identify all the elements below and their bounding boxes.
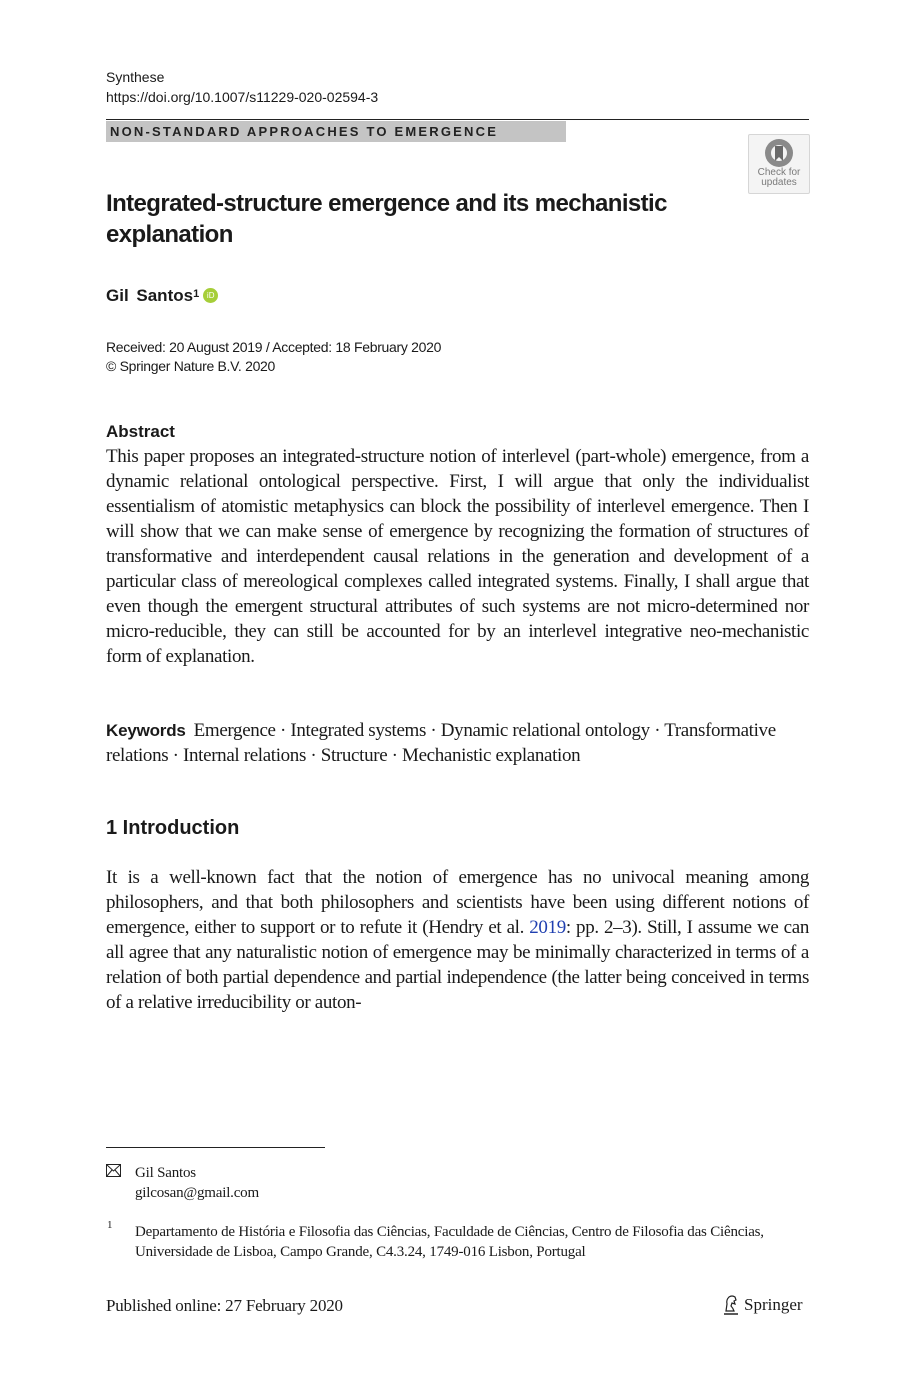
abstract-heading: Abstract [106, 422, 175, 441]
citation-link[interactable]: 2019 [529, 917, 566, 938]
article-title: Integrated-structure emergence and its mechanistic explanation [106, 190, 667, 248]
keywords [106, 718, 809, 768]
abstract-text: This paper proposes an integrated-structure notion of interlevel (part-whole) emergence, from a dynamic relational ontological perspective. First, I will argue that only the individualist essentialism of atomistic metaphysics can block the possibility of interlevel emergence. Then I will show that we can make sense of emergence by recognizing the formation of structures of transformative and interdependent causal relations in the generation and development of a particular class of mereological complexes called integrated systems. Finally, I shall argue that even though the emergent structural attributes of such systems are not micro-determined nor micro-reducible, they can still be accounted for by an interlevel integrative neo-mechanistic form of explanation. [106, 446, 809, 667]
springer-logo [722, 1294, 803, 1316]
doi-link[interactable]: https://doi.org/10.1007/s11229-020-02594-3 [106, 89, 379, 105]
journal-name: Synthese [106, 69, 165, 85]
correspondence-name: Gil Santos [135, 1165, 196, 1181]
intro-text-part2: : pp. 2–3). Still, I assume we can all agree that any naturalistic notion of emergence may be minimally characterized in terms of a relation of both partial dependence and partial independence (the latter being conceived in terms of a relative irreducibility or auton- [106, 917, 809, 1013]
copyright: © Springer Nature B.V. 2020 [106, 358, 276, 374]
header-rule [106, 119, 809, 120]
springer-label: Springer [744, 1295, 803, 1314]
author-line [106, 285, 218, 307]
affiliation-mark[interactable]: 1 [193, 288, 200, 300]
springer-horse-icon [722, 1294, 740, 1316]
affiliation-text: Departamento de História e Filosofia das Ciências, Faculdade de Ciências, Centro de Filosofia das Ciências, Universidade de Lisboa, Campo Grande, C4.3.24, 1749-016 Lisbon, Portugal [135, 1224, 764, 1260]
intro-text-part1: It is a well-known fact that the notion of emergence has no univocal meaning among philosophers, and that both philosophers and scientists have been using different notions of emergence, either to support or to refute it (Hendry et al. [106, 867, 809, 938]
correspondence-email[interactable]: gilcosan@gmail.com [135, 1185, 259, 1201]
check-for-updates-badge[interactable] [748, 134, 810, 194]
introduction-paragraph [106, 865, 809, 1015]
affiliation-number: 1 [107, 1219, 113, 1231]
crossmark-line1: Check for [757, 167, 801, 178]
published-online: Published online: 27 February 2020 [106, 1296, 343, 1315]
author-name[interactable]: Gil Santos [106, 286, 194, 305]
received-accepted-dates: Received: 20 August 2019 / Accepted: 18 February 2020 [106, 339, 442, 355]
topic-label: NON-STANDARD APPROACHES TO EMERGENCE [110, 124, 499, 139]
section-heading-introduction: 1 Introduction [106, 817, 240, 839]
keywords-list: Emergence · Integrated systems · Dynamic relational ontology · Transformative relations · Internal relations · Structure · Mechanistic explanation [106, 720, 776, 766]
crossmark-line2: updates [761, 177, 797, 188]
crossmark-icon [764, 138, 794, 168]
keywords-label: Keywords [106, 721, 186, 740]
envelope-icon [106, 1164, 121, 1177]
orcid-icon[interactable]: iD [203, 288, 218, 303]
footnote-rule [106, 1147, 325, 1148]
